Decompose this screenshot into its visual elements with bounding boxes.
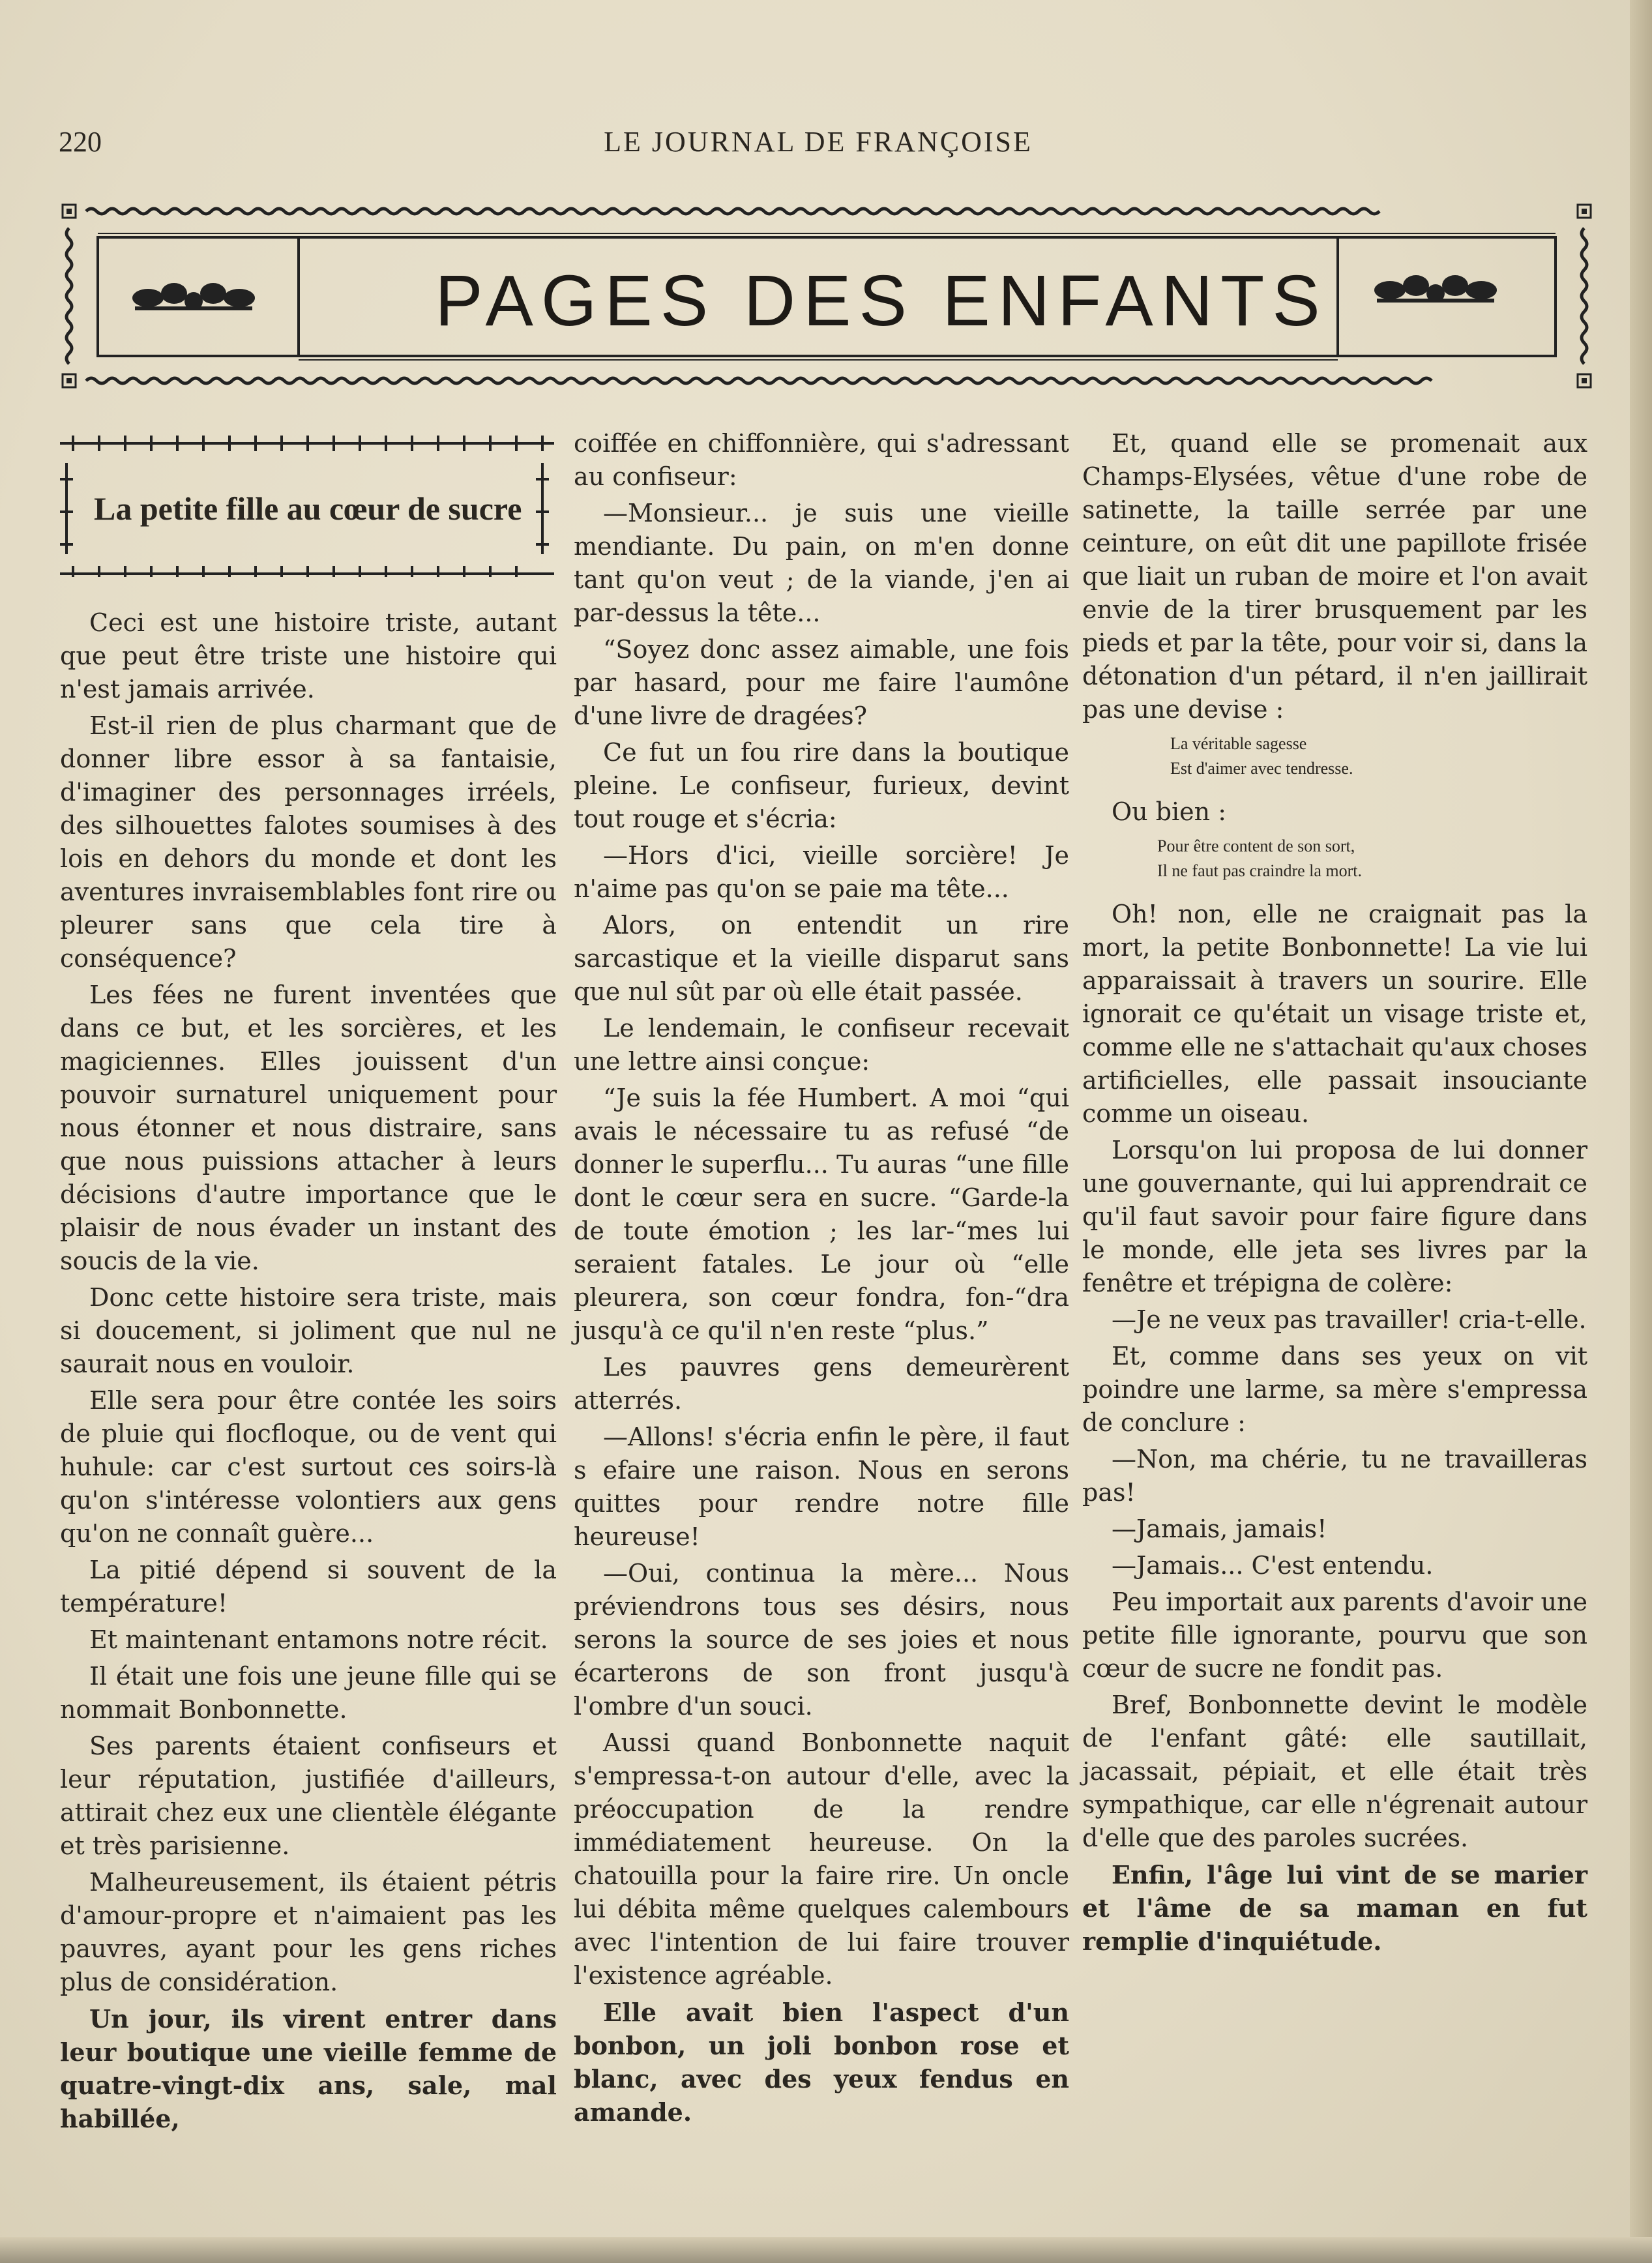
paragraph: Ou bien : bbox=[1112, 797, 1227, 826]
story-heading-box bbox=[60, 427, 557, 577]
journal-title: LE JOURNAL DE FRANÇOISE bbox=[604, 126, 1033, 158]
paragraph: La pitié dépend si souvent de la température! bbox=[60, 1556, 557, 1618]
paragraph: Bref, Bonbonnette devint le modèle de l'enfant gâté: elle sautillait, jacassait, pépiait, et elle était très sympathique, car elle n'égrenait autour d'elle que des paroles sucrées. bbox=[1082, 1691, 1587, 1852]
paragraph: Elle avait bien l'aspect d'un bonbon, un joli bonbon rose et blanc, avec des yeux fendus en amande. bbox=[574, 1998, 1069, 2127]
floral-ornament-left-icon bbox=[128, 275, 259, 321]
paragraph: Il était une fois une jeune fille qui se nommait Bonbonnette. bbox=[60, 1662, 557, 1724]
page-bottom-edge bbox=[0, 2237, 1652, 2263]
paragraph: Et maintenant entamons notre récit. bbox=[89, 1625, 548, 1654]
paragraph: —Hors d'ici, vieille sorcière! Je n'aime pas qu'on se paie ma tête... bbox=[574, 841, 1069, 903]
paragraph: Un jour, ils virent entrer dans leur boutique une vieille femme de quatre-vingt-dix ans, sale, mal habillée, bbox=[60, 2004, 557, 2133]
verse-line: Est d'aimer avec tendresse. bbox=[1170, 759, 1353, 778]
paragraph: —Allons! s'écria enfin le père, il faut s efaire une raison. Nous en serons quittes pour rendre notre fille heureuse! bbox=[574, 1423, 1069, 1551]
paragraph: Et, quand elle se promenait aux Champs-Elysées, vêtue d'une robe de satinette, la taille serrée par une ceinture, on eût dit une papillote frisée que liait un ruban de moire et l'on avait envie de la tirer brusquement par les pieds et par la tête, pour voir si, dans la détonation d'un pétard, il n'en jaillirait pas une devise : bbox=[1082, 429, 1587, 724]
verse-block bbox=[1082, 732, 1587, 781]
paragraph: Ceci est une histoire triste, autant que peut être triste une histoire qui n'est jamais arrivée. bbox=[60, 608, 557, 703]
paragraph: coiffée en chiffonnière, qui s'adressant au confiseur: bbox=[574, 429, 1069, 491]
paragraph: Enfin, l'âge lui vint de se marier et l'âme de sa maman en fut remplie d'inquiétude. bbox=[1082, 1860, 1587, 1956]
banner-title: PAGES DES ENFANTS bbox=[435, 261, 1328, 341]
paragraph: Aussi quand Bonbonnette naquit s'empressa-t-on autour d'elle, avec la préoccupation de la rendre immédiatement heureuse. On la chatouilla pour la faire rire. Un oncle lui débita même quelques calembours avec l'intention de lui faire trouver l'existence agréable. bbox=[574, 1728, 1069, 1990]
paragraph: Le lendemain, le confiseur recevait une lettre ainsi conçue: bbox=[574, 1014, 1069, 1076]
verse-line: Il ne faut pas craindre la mort. bbox=[1157, 861, 1363, 880]
paragraph: Peu importait aux parents d'avoir une petite fille ignorante, pourvu que son cœur de sucre ne fondit pas. bbox=[1082, 1588, 1587, 1683]
paragraph: Malheureusement, ils étaient pétris d'amour-propre et n'aimaient pas les pauvres, ayant pour les gens riches plus de considération. bbox=[60, 1868, 557, 1996]
paragraph: —Oui, continua la mère... Nous préviendrons tous ses désirs, nous serons la source de ses joies et nous écarterons de son front jusqu'à l'ombre d'un souci. bbox=[574, 1559, 1069, 1721]
running-header bbox=[59, 125, 1578, 164]
verse-block bbox=[1082, 834, 1587, 883]
paragraph: Alors, on entendit un rire sarcastique et la vieille disparut sans que nul sût par où elle était passée. bbox=[574, 911, 1069, 1006]
paragraph: Oh! non, elle ne craignait pas la mort, la petite Bonbonnette! La vie lui apparaissait à travers un sourire. Elle ignorait ce qu'était un visage triste et, comme elle ne s'attachait qu'aux choses artificielles, elle passait insouciante comme un oiseau. bbox=[1082, 900, 1587, 1128]
paragraph: Ses parents étaient confiseurs et leur réputation, justifiée d'ailleurs, attirait chez eux une clientèle élégante et très parisienne. bbox=[60, 1732, 557, 1860]
paragraph: Les pauvres gens demeurèrent atterrés. bbox=[574, 1353, 1069, 1415]
paragraph: Lorsqu'on lui proposa de lui donner une gouvernante, qui lui apprendrait ce qu'il faut savoir pour faire figure dans le monde, elle jeta ses livres par la fenêtre et trépigna de colère: bbox=[1082, 1136, 1587, 1297]
verse-line: Pour être content de son sort, bbox=[1157, 836, 1355, 855]
page-number: 220 bbox=[59, 126, 102, 158]
paragraph: —Monsieur... je suis une vieille mendiante. Du pain, on m'en donne tant qu'on veut ; de la viande, j'en ai par-dessus la tête... bbox=[574, 499, 1069, 627]
paragraph: Et, comme dans ses yeux on vit poindre une larme, sa mère s'empressa de conclure : bbox=[1082, 1342, 1587, 1437]
page-edge-shadow bbox=[1630, 0, 1652, 2263]
text-column-1 bbox=[60, 606, 557, 2138]
paragraph: “Je suis la fée Humbert. A moi “qui avais le nécessaire tu as refusé “de donner le superflu... Tu auras “une fille dont le cœur sera en sucre. “Garde-la de toute émotion ; les lar-“mes lui seraient fatales. Le jour où “elle pleurera, son cœur fondra, fon-“dra jusqu'à ce qu'il n'en reste “plus.” bbox=[574, 1084, 1069, 1345]
text-column-2 bbox=[574, 427, 1069, 2132]
paragraph: —Non, ma chérie, tu ne travailleras pas! bbox=[1082, 1445, 1587, 1507]
story-title: La petite fille au cœur de sucre bbox=[94, 490, 522, 527]
paragraph: Donc cette histoire sera triste, mais si doucement, si joliment que nul ne saurait nous en vouloir. bbox=[60, 1283, 557, 1378]
paragraph: —Jamais, jamais! bbox=[1112, 1515, 1327, 1543]
paragraph: —Jamais... C'est entendu. bbox=[1112, 1551, 1434, 1580]
text-column-3 bbox=[1082, 427, 1587, 1961]
paragraph: —Je ne veux pas travailler! cria-t-elle. bbox=[1112, 1305, 1587, 1334]
paragraph: Elle sera pour être contée les soirs de pluie qui flocfloque, ou de vent qui huhule: car c'est surtout ces soirs-là qu'on s'intéresse volontiers aux gens qu'on ne connaît guère... bbox=[60, 1386, 557, 1548]
paragraph: “Soyez donc assez aimable, une fois par hasard, pour me faire l'aumône d'une livre de dragées? bbox=[574, 635, 1069, 730]
section-banner bbox=[60, 190, 1593, 394]
paragraph: Ce fut un fou rire dans la boutique pleine. Le confiseur, furieux, devint tout rouge et s'écria: bbox=[574, 738, 1069, 833]
paragraph: Les fées ne furent inventées que dans ce but, et les sorcières, et les magiciennes. Elles jouissent d'un pouvoir surnaturel uniquement pour nous étonner et nous distraire, sans que nous puissions attacher à leurs décisions d'autre importance que le plaisir de nous évader un instant des soucis de la vie. bbox=[60, 981, 557, 1275]
verse-line: La véritable sagesse bbox=[1170, 734, 1307, 753]
paragraph: Est-il rien de plus charmant que de donner libre essor à sa fantaisie, d'imaginer des personnages irréels, des silhouettes falotes soumises à des lois en dehors du monde et dont les aventures invraisemblables font rire ou pleurer sans que cela tire à conséquence? bbox=[60, 711, 557, 973]
